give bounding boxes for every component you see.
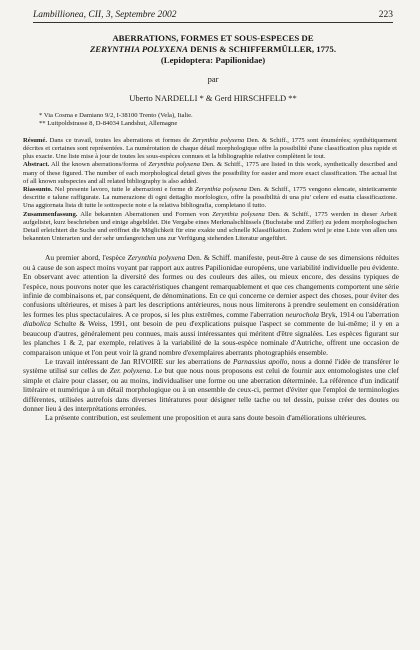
par-text: par [207, 74, 219, 84]
abstract-zusammenfassung [23, 211, 397, 244]
title-line-1: ABERRATIONS, FORMES ET SOUS-ESPECES DE [112, 33, 314, 43]
addresses [39, 112, 393, 129]
abstract-resume [23, 137, 397, 162]
abstract-label: Riassunto. [23, 186, 53, 194]
paragraph-1: Au premier abord, l'espèce Zerynthia polyxena Den. & Schiff. manifeste, peut-être à cause de ses dimensions réduites ou à cause de son aspect moins voyant par rapport aux autres Papilionidae européens, une variabilité individuelle peu évidente. En observant avec attention la diversité des formes ou des couleurs des ailes, ou mieux encore, des dessins typiques de l'espèce, nous pouvons noter que les caractéristiques changent remarquablement et que ces changements comportent une série infinie de combinaisons et, par conséquent, de dénominations. En ce qui concerne ce dernier aspect des choses, pour éviter des confusions ultérieures, et mises à part les descriptions antérieures, nous nous limiterons à prendre seulement en considération les formes les plus spectaculaires. A ce propos, si les plus extrêmes, comme l'aberration neurochola Bryk, 1914 ou l'aberration diabolica Schulte & Weiss, 1991, ont besoin de peu d'explications puisque l'aspect se commente de lui-même; il y en a beaucoup d'autres, généralement peu connues, mais aussi intéressantes qui méritent d'être signalées. Les espèces figurant sur les planches 1 & 2, par exemple, relatives à la variabilité de la sous-espèce nominale d'Autriche, offrent une occasion de comparaison unique et l'on peut voir là grand nombre d'exemplaires aberrants photographiés ensemble. [23, 253, 400, 357]
title-species: ZERYNTHIA POLYXENA [89, 44, 188, 54]
paragraph-3: La présente contribution, est seulement une proposition et aura sans doute besoin d'améliorations ultérieures. [45, 413, 367, 423]
abstract-text: Dans ce travail, toutes les aberrations et formes de Zerynthia polyxena Den. & Schiff., 1775 sont énumérées; synthétiquement décrites et certaines sont représentées. La numérotation de chaque détail morphologique offre la possibilité d'une classification plus rapide et plus exacte. Une liste mise à jour de toutes les sous-espèces connues et la bibliographie relative complètent le tout. [23, 136, 397, 161]
abstract-text: Alle bekannten Aberrationen und Formen von Zerynthia polyxena Den. & Schiff., 1775 werden in dieser Arbeit aufgelistet, kurz beschrieben und einige abgebildet. Die Vergabe eines Merkmalschlüssels (Buchstabe und Ziffer) zu jedem morphologischen Detail erleichtert die Suche und eröffnet die Möglichkeit für eine exakte und schnelle Klassifikation. Zudem wird je eine Liste von allen uns bekannten Unterarten und der sehr umfangreichen uns zur Verfügung stehenden Literatur angeführt. [23, 210, 398, 243]
authors: Uberto NARDELLI * & Gerd HIRSCHFELD ** [129, 93, 297, 103]
abstract-label: Résumé. [23, 136, 47, 144]
abstract-text: All the known aberrations/forms of Zerynthia polyxena Den. & Schiff., 1775 are listed in this work, synthetically described and many of these figured. The number of each morphological detail gives the possibility for easier and more exact classification. The actual list of all known subspecies and all related bibliography is also added. [23, 161, 397, 185]
abstract-english [23, 161, 397, 186]
abstract-text: Nel presente lavoro, tutte le aberrazioni e forme di Zerynthia polyxena Den. & Schiff., 1775 vengono elencate, sinteticamente descritte e talune raffigurate. La numerazione di ogni dettaglio morfologico, offre la possibilità di una piu' celere ed esatta classificazione. Una aggiornata lista di tutte le sottospecie note e la relativa bibliografia, completano il tutto. [23, 186, 397, 210]
journal-citation: Lambillionea, CII, 3, Septembre 2002 [33, 10, 177, 20]
title-line-3: (Lepidoptera: Papilionidae) [160, 55, 266, 65]
title-line-2 [33, 44, 393, 55]
article-title [33, 33, 393, 66]
abstract-label: Abstract. [23, 161, 50, 169]
paragraph-2: Le travail intéressant de Jan RIVOIRE sur les aberrations de Parnassius apollo, nous a donné l'idée de transférer le système utilisé sur celles de Zer. polyxena. Le but que nous nous proposons est celui de fournir aux entomologistes une clef simple et claire pour classer, ou au moins, individualiser une forme ou une aberration déterminée. La référence d'un indicatif littéraire et numérique à un détail morphologique ou à un ensemble de ceux-ci, permet d'éviter que l'emploi de terminologies différentes, utilisées autrefois dans diverses littératures pour désigner telle tache ou tel dessin, puisse créer des doutes ou donner lieu à des interprétations erronées. [23, 356, 399, 413]
address-1: * Via Cosma e Damiano 9/2, I-38100 Trento (Vela), Italie. [39, 112, 193, 119]
page-number: 223 [378, 10, 393, 20]
running-header [33, 10, 393, 23]
body-text [23, 253, 399, 422]
title-authority: DENIS & SCHIFFERMÜLLER, 1775. [187, 44, 337, 54]
abstract-riassunto [23, 186, 397, 211]
address-2: ** Luitpoldstrasse 8, D-84034 Landshut, Allemagne [39, 120, 178, 128]
abstract-label: Zusammenfassung. [23, 210, 78, 218]
abstracts [23, 137, 397, 244]
